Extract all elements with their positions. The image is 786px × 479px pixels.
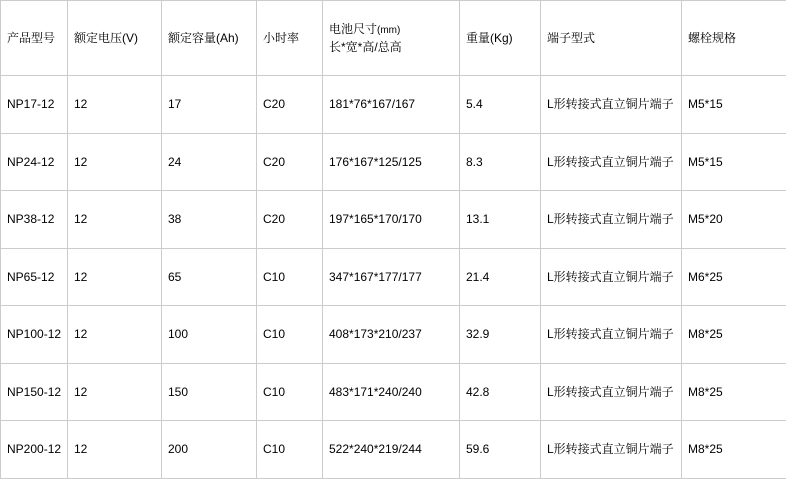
table-row [1,306,786,364]
cell-capacity: 200 [162,421,257,479]
cell-model: NP150-12 [1,363,68,421]
table-header-row [1,1,786,76]
cell-weight: 8.3 [460,133,541,191]
column-header-size [323,1,460,76]
cell-size: 408*173*210/237 [323,306,460,364]
cell-size: 347*167*177/177 [323,248,460,306]
cell-bolt: M5*15 [682,76,786,134]
column-header-rate: 小时率 [257,1,323,76]
cell-size: 176*167*125/125 [323,133,460,191]
column-header-weight: 重量(Kg) [460,1,541,76]
cell-terminal: L形转接式直立铜片端子 [541,363,682,421]
column-header-model: 产品型号 [1,1,68,76]
cell-rate: C10 [257,306,323,364]
cell-voltage: 12 [68,306,162,364]
cell-model: NP38-12 [1,191,68,249]
cell-weight: 42.8 [460,363,541,421]
table-row [1,248,786,306]
cell-bolt: M5*15 [682,133,786,191]
cell-model: NP65-12 [1,248,68,306]
cell-size: 197*165*170/170 [323,191,460,249]
cell-rate: C20 [257,191,323,249]
cell-capacity: 150 [162,363,257,421]
cell-model: NP100-12 [1,306,68,364]
cell-rate: C20 [257,76,323,134]
table-row [1,76,786,134]
cell-voltage: 12 [68,421,162,479]
cell-bolt: M8*25 [682,421,786,479]
cell-capacity: 38 [162,191,257,249]
cell-capacity: 65 [162,248,257,306]
cell-voltage: 12 [68,191,162,249]
cell-weight: 21.4 [460,248,541,306]
cell-weight: 32.9 [460,306,541,364]
cell-size: 483*171*240/240 [323,363,460,421]
column-header-capacity: 额定容量(Ah) [162,1,257,76]
cell-terminal: L形转接式直立铜片端子 [541,306,682,364]
column-header-terminal: 端子型式 [541,1,682,76]
cell-bolt: M8*25 [682,306,786,364]
column-header-bolt: 螺栓规格 [682,1,786,76]
cell-capacity: 100 [162,306,257,364]
table-row [1,421,786,479]
cell-model: NP17-12 [1,76,68,134]
cell-rate: C10 [257,363,323,421]
cell-voltage: 12 [68,76,162,134]
column-header-size-unit: (mm) [377,25,400,36]
cell-model: NP200-12 [1,421,68,479]
table-row [1,133,786,191]
cell-capacity: 24 [162,133,257,191]
cell-terminal: L形转接式直立铜片端子 [541,248,682,306]
table-row [1,363,786,421]
cell-voltage: 12 [68,133,162,191]
cell-bolt: M8*25 [682,363,786,421]
column-header-size-title: 电池尺寸 [329,22,377,36]
cell-weight: 13.1 [460,191,541,249]
cell-rate: C10 [257,421,323,479]
cell-size: 181*76*167/167 [323,76,460,134]
table-body [1,76,786,479]
cell-size: 522*240*219/244 [323,421,460,479]
cell-terminal: L形转接式直立铜片端子 [541,421,682,479]
cell-bolt: M6*25 [682,248,786,306]
cell-terminal: L形转接式直立铜片端子 [541,133,682,191]
cell-bolt: M5*20 [682,191,786,249]
table-row [1,191,786,249]
column-header-voltage: 额定电压(V) [68,1,162,76]
cell-terminal: L形转接式直立铜片端子 [541,191,682,249]
cell-rate: C20 [257,133,323,191]
cell-weight: 59.6 [460,421,541,479]
cell-rate: C10 [257,248,323,306]
cell-voltage: 12 [68,248,162,306]
cell-weight: 5.4 [460,76,541,134]
cell-terminal: L形转接式直立铜片端子 [541,76,682,134]
cell-voltage: 12 [68,363,162,421]
cell-capacity: 17 [162,76,257,134]
column-header-size-sub: 长*宽*高/总高 [329,38,453,56]
cell-model: NP24-12 [1,133,68,191]
